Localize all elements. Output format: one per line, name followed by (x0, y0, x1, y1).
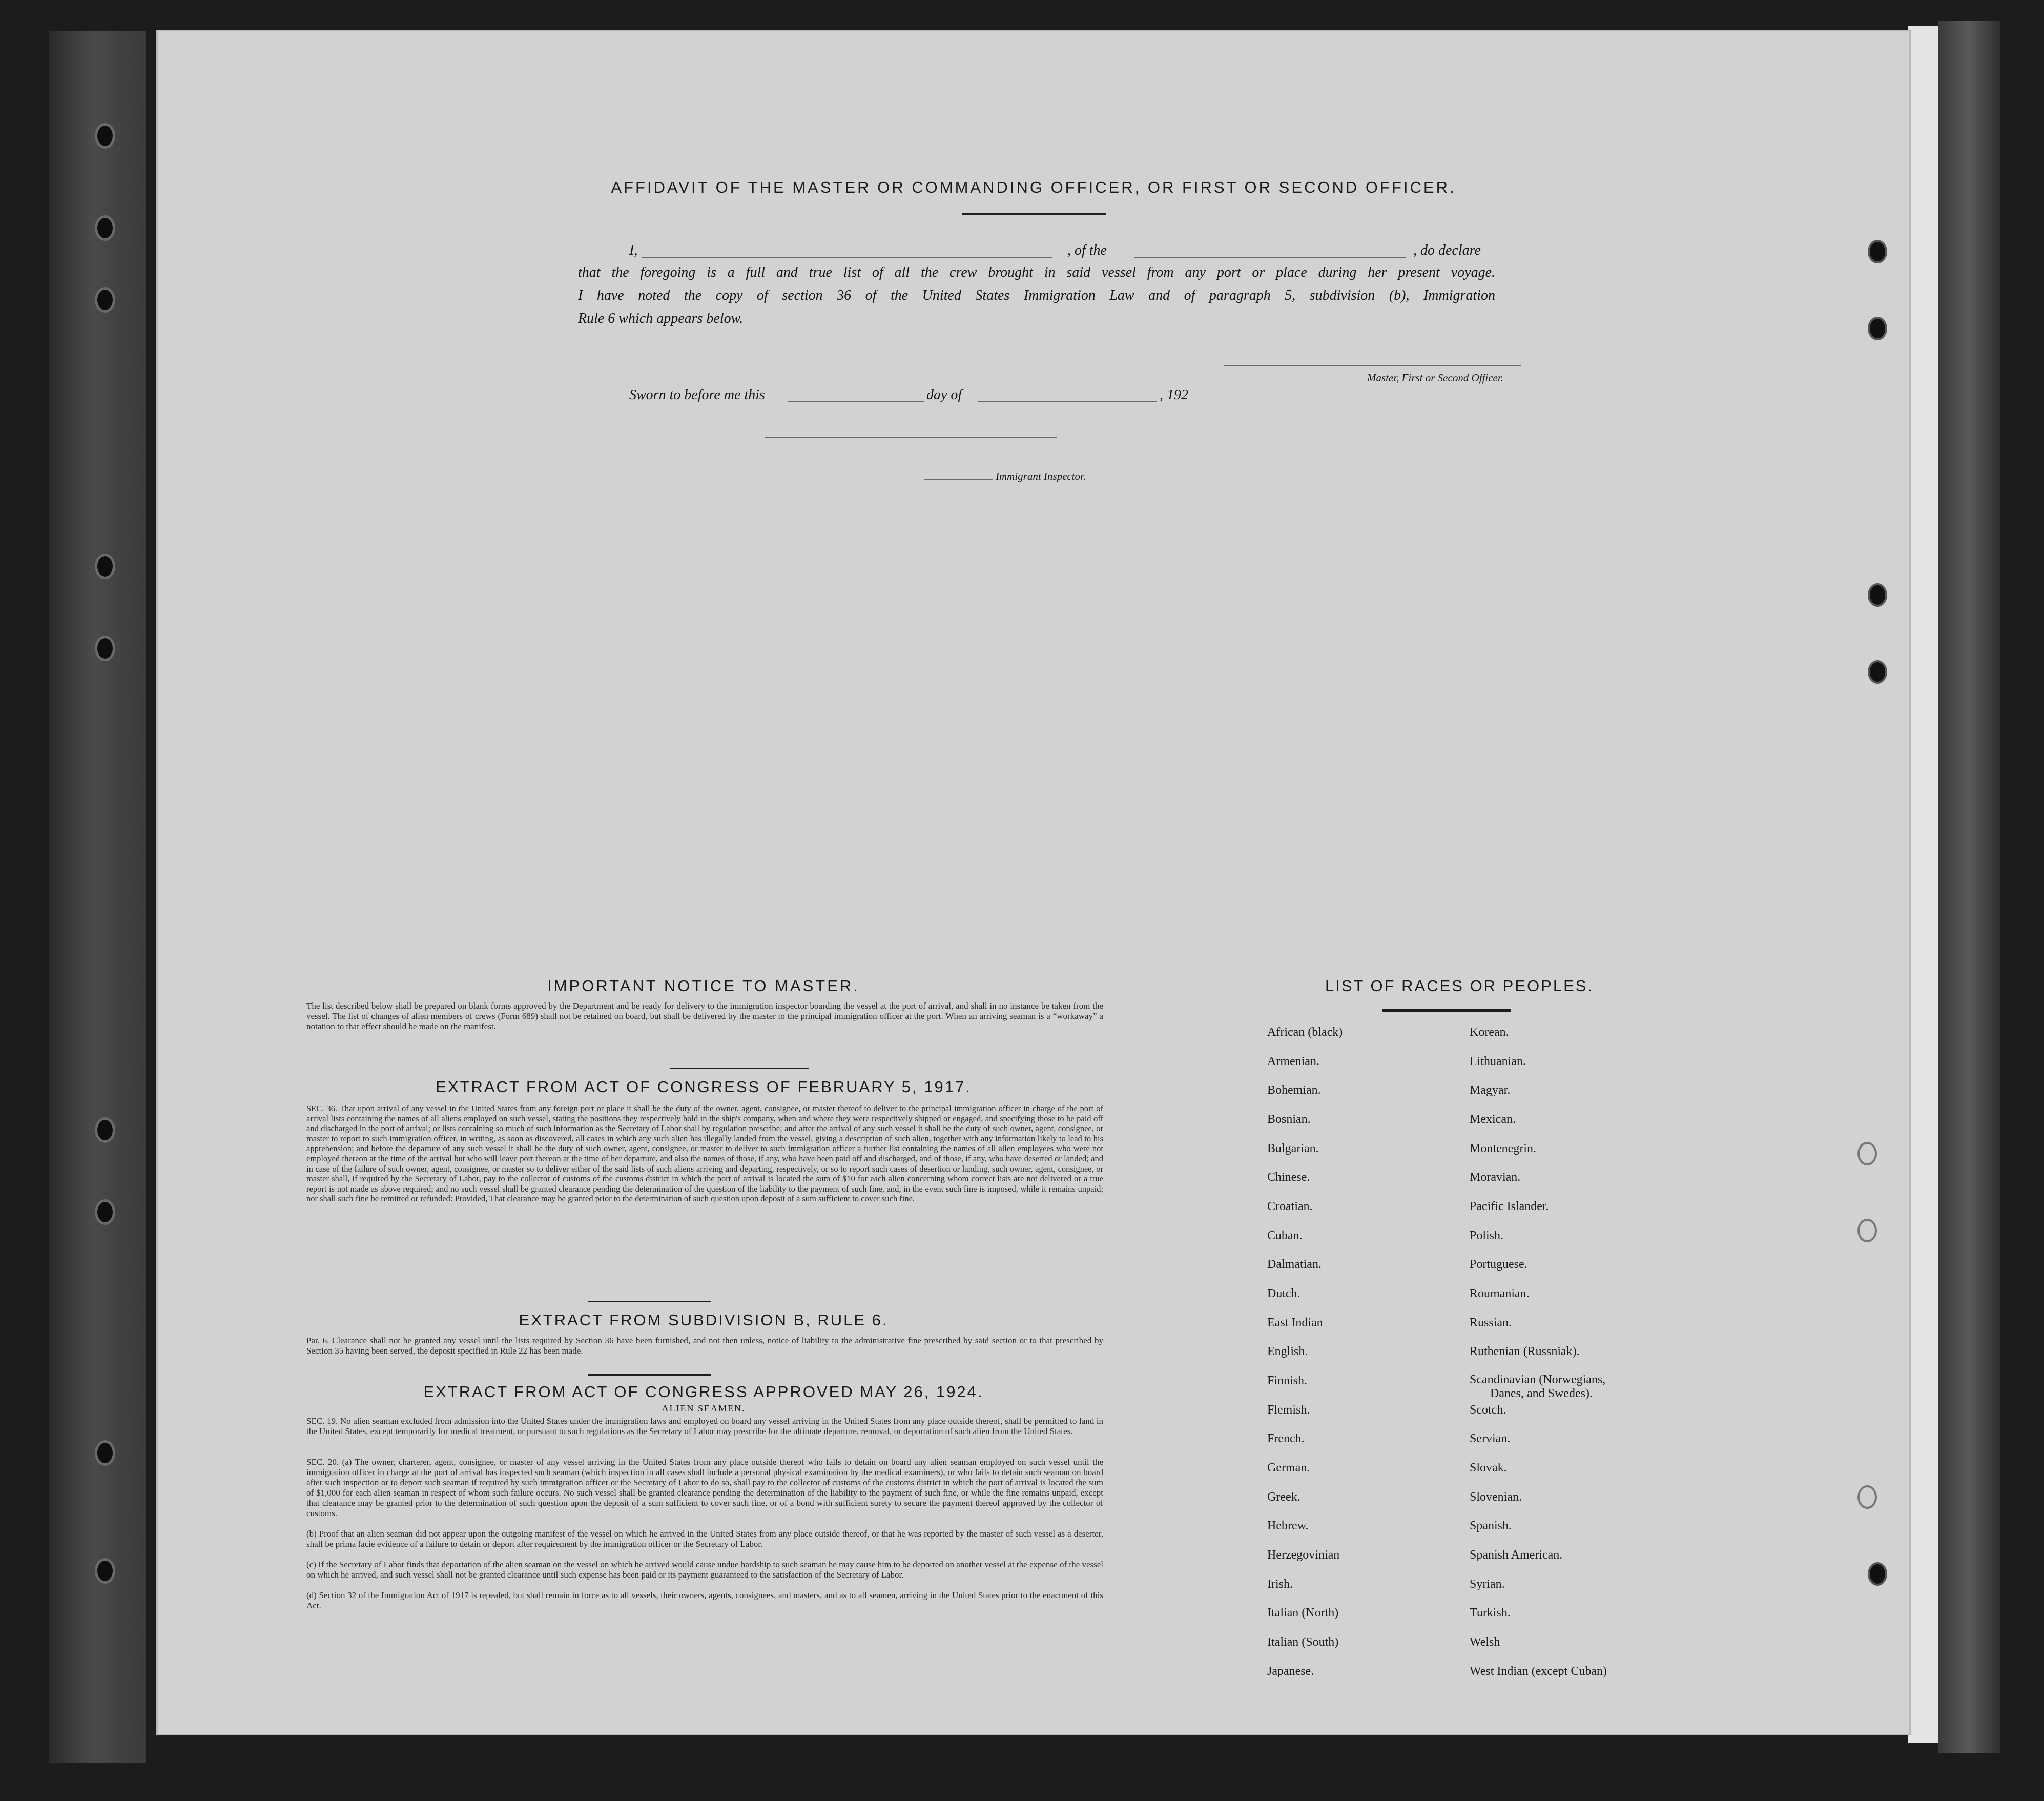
right-binder-strip (1938, 21, 2000, 1753)
punch-hole (1868, 660, 1887, 684)
race-left-item: Finnish. (1267, 1374, 1308, 1387)
punch-hole (1857, 1485, 1877, 1509)
signature-caption: Master, First or Second Officer. (1367, 372, 1503, 384)
extract-rule6-rule (588, 1374, 711, 1376)
race-left-item: Hebrew. (1267, 1519, 1309, 1532)
race-right-item: Ruthenian (Russniak). (1470, 1345, 1580, 1358)
punch-hole (1868, 1562, 1887, 1586)
binder-hole (95, 215, 115, 241)
race-right-item: Russian. (1470, 1316, 1512, 1329)
binder-hole (95, 1199, 115, 1225)
extract-1924-subtitle: ALIEN SEAMEN. (662, 1403, 746, 1414)
signature-line[interactable] (1224, 365, 1521, 366)
race-left-item: Bosnian. (1267, 1113, 1311, 1126)
extract-1924-sec19: SEC. 19. No alien seaman excluded from admission into the United States under the immigration laws and employed on board any vessel arriving in the United States from any place outside thereof, shall be permitted to land in the United States, except temporarily for medical treatment, or pursuant to such regulations as the Secretary of Labor may prescribe for the ultimate departure, removal, or deportation of such alien from the United States. (306, 1416, 1103, 1436)
sworn-label: Sworn to before me this (629, 387, 765, 403)
punch-hole (1868, 583, 1887, 607)
binder-hole (95, 123, 115, 149)
race-right-item: Scotch. (1470, 1403, 1506, 1417)
inspector-signature-line[interactable] (765, 437, 1057, 438)
sworn-month-line[interactable] (978, 401, 1157, 402)
races-title-rule (1382, 1009, 1511, 1012)
race-right-item: Scandinavian (Norwegians, (1470, 1373, 1606, 1386)
races-title: LIST OF RACES OR PEOPLES. (1325, 977, 1594, 995)
punch-hole (1857, 1219, 1877, 1242)
punch-hole (1868, 317, 1887, 340)
inspector-caption: Immigrant Inspector. (996, 470, 1086, 482)
notice-title: IMPORTANT NOTICE TO MASTER. (547, 977, 860, 995)
extract-1924-sec20d: (d) Section 32 of the Immigration Act of 1917 is repealed, but shall remain in force as to all vessels, their owners, agents, consignees, and masters, and as to all seamen, arriving in the United States prior to the enactment of this Act. (306, 1590, 1103, 1610)
race-right-item: Lithuanian. (1470, 1055, 1526, 1068)
race-left-item: Dutch. (1267, 1287, 1300, 1300)
race-left-item: Italian (South) (1267, 1635, 1339, 1649)
race-left-item: Greek. (1267, 1490, 1300, 1504)
of-the-label: , of the (1067, 242, 1107, 258)
race-right-item: West Indian (except Cuban) (1470, 1665, 1607, 1678)
binder-hole (95, 1117, 115, 1143)
race-right-item: Roumanian. (1470, 1287, 1530, 1300)
next-page-edge (1908, 26, 1938, 1743)
binder-hole (95, 636, 115, 661)
race-left-item: Armenian. (1267, 1055, 1319, 1068)
race-right-item: Syrian. (1470, 1578, 1505, 1591)
inspector-name-line[interactable] (924, 479, 993, 480)
punch-hole (1868, 240, 1887, 263)
race-right-item: Portuguese. (1470, 1258, 1527, 1271)
race-right-item: Welsh (1470, 1635, 1500, 1649)
race-right-item: Magyar. (1470, 1083, 1511, 1097)
binder-hole (95, 1558, 115, 1584)
extract-rule6-text: Par. 6. Clearance shall not be granted any vessel until the lists required by Section 36 have been furnished, and not then unless, notice of liability to the administrative fine prescribed by said section or to that prescribed by Section 35 having been served, the deposit specified in Rule 22 has been made. (306, 1336, 1103, 1356)
declaration-line-2: I have noted the copy of section 36 of the United States Immigration Law and of paragraph 5, subdivision (b), Immigration (578, 288, 1495, 303)
binder-hole (95, 287, 115, 313)
binder-hole (95, 1440, 115, 1466)
race-right-item: Spanish. (1470, 1519, 1512, 1532)
notice-rule (670, 1068, 809, 1069)
extract-1924-sec20c: (c) If the Secretary of Labor finds that deportation of the alien seaman on the vessel on which he arrived would cause undue hardship to such seaman he may cause him to be deported on another vessel at the expense of the vessel on which he arrived, and such vessel shall not be granted clearance until such expense has been paid or its payment guaranteed to the satisfaction of the Secretary of Labor. (306, 1560, 1103, 1580)
extract-1917-text: SEC. 36. That upon arrival of any vessel in the United States from any foreign port or place it shall be the duty of the owner, agent, consignee, or master thereof to deliver to the principal immigration officer in charge of the port of arrival lists containing the names of all aliens employed on such vessel, stating the positions they respectively hold in the ship's company, when and where they were respectively shipped or engaged, and specifying those to be paid off and discharged in the port of arrival; or lists containing so much of such information as the Secretary of Labor shall by regulation prescribe; and after the arrival of any such vessel it shall be the duty of such owner, agent, consignee, or master to report to such immigration officer, in writing, as soon as discovered, all cases in which any such alien has illegally landed from the vessel, giving a description of such alien, together with any information likely to lead to his apprehension; and before the departure of any such vessel it shall be the duty of such owner, agent, consignee, or master to deliver to such immigration officer a further list containing the names of all alien employees who were not employed thereon at the time of the arrival but who will leave port thereon at the time of her departure, and also the names of those, if any, who have been paid off and discharged, and of those, if any, who have deserted or landed; and in case of the failure of such owner, agent, consignee, or master so to deliver either of the said lists of such aliens arriving and departing, respectively, or so to report such cases of desertion or landing, such owner, agent, consignee, or master shall, if required by the Secretary of Labor, pay to the collector of customs of the customs district in which the port of arrival is located the sum of $10 for each alien concerning whom correct lists are not delivered or a true report is not made as above required; and no such vessel shall be granted clearance pending the determination of the question of the liability to the payment of such fine, and, in the event such fine is imposed, while it remains unpaid; nor shall such fine be remitted or refunded: Provided, That clearance may be granted prior to the determination of such question upon deposit of a sum sufficient to cover such fine. (306, 1103, 1103, 1204)
race-left-item: East Indian (1267, 1316, 1323, 1329)
race-left-item: Irish. (1267, 1578, 1293, 1591)
race-right-item: Mexican. (1470, 1113, 1516, 1126)
race-right-item: Spanish American. (1470, 1548, 1563, 1562)
race-right-item: Polish. (1470, 1229, 1504, 1242)
affidavit-title: AFFIDAVIT OF THE MASTER OR COMMANDING OFFICER, OR FIRST OR SECOND OFFICER. (611, 178, 1456, 196)
extract-1917-title: EXTRACT FROM ACT OF CONGRESS OF FEBRUARY 5, 1917. (436, 1078, 972, 1096)
race-right-item: Korean. (1470, 1026, 1509, 1039)
race-left-item: Dalmatian. (1267, 1258, 1322, 1271)
race-left-item: Flemish. (1267, 1403, 1310, 1417)
race-right-item: Turkish. (1470, 1606, 1511, 1620)
affidavit-i-label: I, (629, 242, 638, 258)
year-label: , 192 (1160, 387, 1188, 403)
punch-hole (1857, 1142, 1877, 1165)
race-left-item: Cuban. (1267, 1229, 1303, 1242)
race-left-item: Croatian. (1267, 1200, 1313, 1213)
race-left-item: Italian (North) (1267, 1606, 1339, 1620)
extract-1924-title: EXTRACT FROM ACT OF CONGRESS APPROVED MAY 26, 1924. (423, 1383, 984, 1401)
name-blank-line[interactable] (642, 257, 1052, 258)
race-right-item: Danes, and Swedes). (1490, 1387, 1593, 1400)
declaration-line-3: Rule 6 which appears below. (578, 311, 744, 326)
vessel-blank-line[interactable] (1134, 257, 1406, 258)
race-left-item: English. (1267, 1345, 1308, 1358)
extract-rule6-title: EXTRACT FROM SUBDIVISION B, RULE 6. (519, 1311, 889, 1329)
race-left-item: Chinese. (1267, 1171, 1310, 1184)
day-of-label: day of (926, 387, 962, 403)
affidavit-title-rule (962, 213, 1106, 215)
race-left-item: French. (1267, 1432, 1305, 1445)
race-left-item: Bohemian. (1267, 1083, 1321, 1097)
race-left-item: Herzegovinian (1267, 1548, 1340, 1562)
sworn-day-line[interactable] (788, 401, 924, 402)
declaration-line-1: that the foregoing is a full and true list of all the crew brought in said vessel from any port or place during her present voyage. (578, 264, 1495, 280)
extract-1917-rule (588, 1301, 711, 1302)
notice-text: The list described below shall be prepared on blank forms approved by the Department and be ready for delivery to the immigration inspector boarding the vessel at the port of arrival, and shall in no instance be taken from the vessel. The list of changes of alien members of crews (Form 689) shall not be retained on board, but shall be delivered by the master to the principal immigration officer at the port. When an arriving seaman is a “workaway” a notation to that effect should be made on the manifest. (306, 1001, 1103, 1031)
race-left-item: African (black) (1267, 1026, 1343, 1039)
race-right-item: Pacific Islander. (1470, 1200, 1549, 1213)
do-declare-label: , do declare (1413, 242, 1481, 258)
race-left-item: Bulgarian. (1267, 1142, 1319, 1155)
extract-1924-sec20b: (b) Proof that an alien seaman did not appear upon the outgoing manifest of the vessel on which he arrived in the United States from any place outside thereof, or that he was reported by the master of such vessel as a deserter, shall be prima facie evidence of a failure to detain or deport after requirement by the immigration officer or the Secretary of Labor. (306, 1529, 1103, 1549)
race-right-item: Servian. (1470, 1432, 1511, 1445)
document-page (156, 30, 1911, 1735)
race-right-item: Moravian. (1470, 1171, 1521, 1184)
binder-hole (95, 554, 115, 579)
extract-1924-sec20a: SEC. 20. (a) The owner, charterer, agent, consignee, or master of any vessel arriving in the United States from any place outside thereof who fails to detain on board any alien seaman employed on such vessel until the immigration officer in charge at the port of arrival has inspected such seaman (which inspection in all cases shall include a personal physical examination by the medical examiners), or who fails to detain such seaman on board after such inspection or to deport such seaman if required by such immigration officer or the Secretary of Labor to do so, shall pay to the collector of customs of the customs district in which the port of arrival is located the sum of $1,000 for each alien seaman in respect of whom such failure occurs. No such vessel shall be granted clearance pending the determination of the liability to the payment of such fine, or while the fine remains unpaid, except that clearance may be granted prior to the determination of such question upon the deposit of a sum sufficient to cover such fine, or of a bond with sufficient surety to secure the payment thereof approved by the collector of customs. (306, 1457, 1103, 1518)
race-right-item: Slovenian. (1470, 1490, 1522, 1504)
race-right-item: Slovak. (1470, 1461, 1507, 1475)
race-left-item: German. (1267, 1461, 1310, 1475)
race-right-item: Montenegrin. (1470, 1142, 1536, 1155)
race-left-item: Japanese. (1267, 1665, 1314, 1678)
